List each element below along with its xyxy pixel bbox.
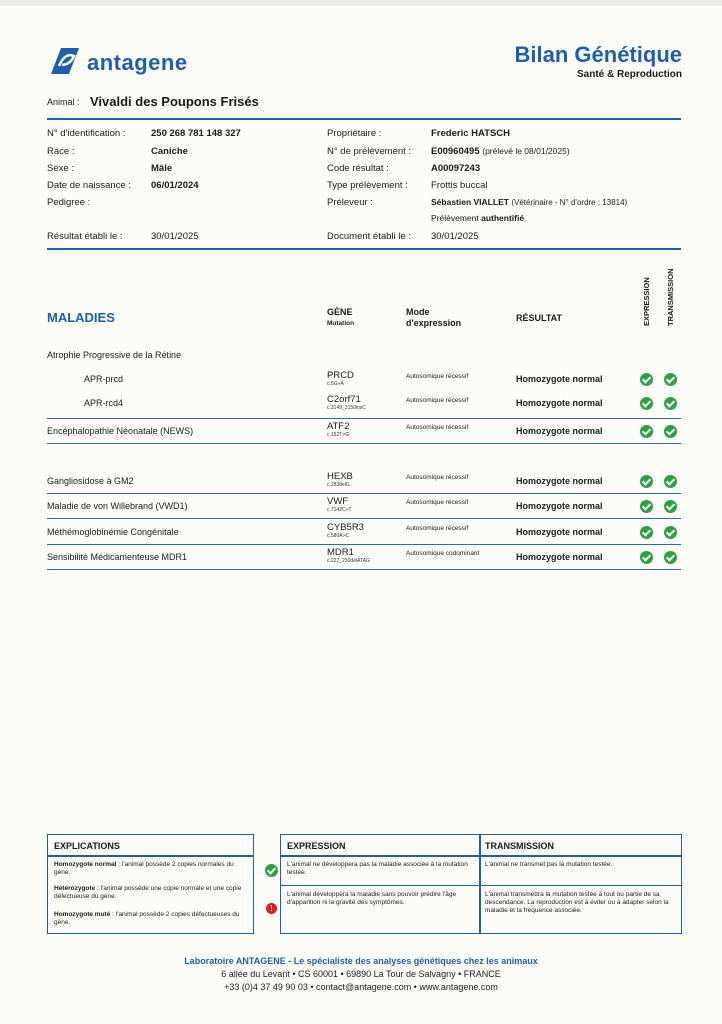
mutation-code: c.227_230delATAG <box>327 558 370 564</box>
footer-lab-name: Laboratoire ANTAGENE - Le spécialiste des analyses génétiques chez les animaux <box>184 956 538 966</box>
result-value: Homozygote normal <box>516 426 603 436</box>
check-circle-icon <box>664 526 677 539</box>
birthdate-value: 06/01/2024 <box>151 180 199 191</box>
antagene-logo <box>47 44 217 80</box>
disease-name: APR-prcd <box>84 374 124 384</box>
top-border <box>0 0 722 6</box>
footer-contact: +33 (0)4 37 49 90 03 • contact@antagene.com • www.antagene.com <box>224 982 498 992</box>
check-circle-icon <box>640 526 653 539</box>
explanation-homozygous-normal: Homozygote normal : l'animal possède 2 copies normales du gène. <box>54 861 234 876</box>
mutation-code: c.580A>C <box>327 533 350 539</box>
gene-name: CYB5R3 <box>327 522 364 533</box>
disease-name: Maladie de von Willebrand (VWD1) <box>47 501 188 511</box>
check-circle-icon <box>265 864 278 877</box>
result-value: Homozygote normal <box>516 398 603 408</box>
expression-ok-text: L'animal ne développera pas la maladie associée à la mutation testée. <box>287 861 468 876</box>
box-divider <box>281 855 681 857</box>
mutation-code: c.7142C>T <box>327 507 352 513</box>
breed-label: Race : <box>47 146 75 157</box>
disease-name: Gangliosidose à GM2 <box>47 476 134 486</box>
row-divider <box>47 443 681 444</box>
animal-name: Vivaldi des Poupons Frisés <box>90 94 259 109</box>
disease-name: Encéphalopathie Néonatale (NEWS) <box>47 426 194 436</box>
sampler-value: Sébastien VIALLET (Vétérinaire - N° d'ordre : 13814) <box>431 197 628 207</box>
check-circle-icon <box>640 425 653 438</box>
sample-type-value: Frottis buccal <box>431 180 488 191</box>
mode-column-header-line2: d'expression <box>406 318 462 328</box>
header-divider <box>47 118 681 120</box>
gene-column-header: GÈNE <box>327 307 353 317</box>
check-circle-icon <box>640 397 653 410</box>
row-divider <box>47 518 681 519</box>
exclamation-circle-icon: ! <box>266 903 277 914</box>
id-value: 250 268 781 148 327 <box>151 128 241 139</box>
gene-name: MDR1 <box>327 547 354 558</box>
mode-column-header: Mode <box>406 307 430 317</box>
gene-name: ATF2 <box>327 421 350 432</box>
transmission-ok-text: L'animal ne transmet pas la mutation testée. <box>485 861 613 868</box>
disease-name: Méthémoglobinémie Congénitale <box>47 527 179 537</box>
explanation-heterozygous: Hétérozygote : l'animal possède une copie normale et une copie défectueuse du gène. <box>54 885 242 900</box>
transmission-column-header: TRANSMISSION <box>666 268 675 326</box>
expression-title: EXPRESSION <box>287 841 346 851</box>
owner-value: Frederic HATSCH <box>431 128 511 139</box>
id-label: N° d'identification : <box>47 128 126 139</box>
pedigree-label: Pedigree : <box>47 197 91 208</box>
document-subtitle: Santé & Reproduction <box>576 69 682 80</box>
breed-value: Caniche <box>151 146 188 157</box>
owner-label: Propriétaire : <box>327 128 382 139</box>
antagene-logo-icon <box>47 44 83 78</box>
expression-transmission-box <box>280 834 682 934</box>
document-date-value: 30/01/2025 <box>431 231 479 242</box>
disease-group-label: Atrophie Progressive de la Rétine <box>47 350 182 360</box>
info-divider <box>47 248 681 250</box>
sample-type-label: Type prélèvement : <box>327 180 408 191</box>
result-code-label: Code résultat : <box>327 163 389 174</box>
document-title: Bilan Génétique <box>514 42 682 67</box>
expression-mode: Autosomique récessif <box>406 525 469 532</box>
mutation-code: c.283delG <box>327 482 350 488</box>
expression-mode: Autosomique récessif <box>406 373 469 380</box>
logo-text: antagene <box>87 50 188 75</box>
explanations-title: EXPLICATIONS <box>54 841 120 851</box>
sampler-label: Préleveur : <box>327 197 373 208</box>
check-circle-icon <box>664 373 677 386</box>
gene-name: PRCD <box>327 370 354 381</box>
result-value: Homozygote normal <box>516 476 603 486</box>
check-circle-icon <box>640 373 653 386</box>
birthdate-label: Date de naissance : <box>47 180 131 191</box>
result-value: Homozygote normal <box>516 374 603 384</box>
result-value: Homozygote normal <box>516 552 603 562</box>
sex-label: Sexe : <box>47 163 74 174</box>
check-circle-icon <box>640 551 653 564</box>
row-divider <box>47 418 681 419</box>
mutation-code: c.3149_3150insC <box>327 405 366 411</box>
gene-name: VWF <box>327 496 349 507</box>
mutation-code: c.5G>A <box>327 381 344 387</box>
expression-mode: Autosomique récessif <box>406 424 469 431</box>
document-date-label: Document établi le : <box>327 231 411 242</box>
expression-mode: Autosomique récessif <box>406 397 469 404</box>
gene-name: C2orf71 <box>327 394 361 405</box>
sample-number-value: E00960495 (prélevé le 08/01/2025) <box>431 146 570 157</box>
explanation-homozygous-mutated: Homozygote muté : l'animal possède 2 copies défectueuses du gène. <box>54 911 240 926</box>
check-circle-icon <box>664 425 677 438</box>
check-circle-icon <box>664 475 677 488</box>
gene-name: HEXB <box>327 471 353 482</box>
result-date-value: 30/01/2025 <box>151 231 199 242</box>
box-row-divider <box>281 885 681 886</box>
result-column-header: RÉSULTAT <box>516 313 562 323</box>
row-divider <box>47 493 681 494</box>
row-divider <box>47 569 681 570</box>
box-divider <box>48 855 253 857</box>
sex-value: Mâle <box>151 163 173 174</box>
row-divider <box>47 544 681 545</box>
result-value: Homozygote normal <box>516 501 603 511</box>
check-circle-icon <box>640 475 653 488</box>
transmission-warn-text: L'animal transmettra la mutation testée à tout ou partie de sa descendance. La reproduction est à éviter ou à adapter selon la maladie et la fréquence associée. <box>485 891 669 914</box>
sample-authenticated: Prélèvement authentifié <box>431 213 525 223</box>
check-circle-icon <box>640 500 653 513</box>
footer-address: 6 allée du Levant • CS 60001 • 69890 La Tour de Salvagny • FRANCE <box>221 969 501 979</box>
explanations-box <box>47 834 254 934</box>
check-circle-icon <box>664 397 677 410</box>
diseases-section-title: MALADIES <box>47 310 115 325</box>
check-circle-icon <box>664 551 677 564</box>
expression-mode: Autosomique récessif <box>406 474 469 481</box>
result-value: Homozygote normal <box>516 527 603 537</box>
expression-warn-text: L'animal développera la maladie sans pouvoir prédire l'âge d'apparition ni la gravité des symptômes. <box>287 891 457 906</box>
animal-label: Animal : <box>47 97 80 107</box>
sample-number-label: N° de prélèvement : <box>327 146 412 157</box>
expression-mode: Autosomique récessif <box>406 499 469 506</box>
box-column-divider <box>479 835 481 933</box>
disease-name: APR-rcd4 <box>84 398 124 408</box>
expression-mode: Autosomique codominant <box>406 550 480 557</box>
mutation-code: c.152T>G <box>327 432 350 438</box>
mutation-column-subheader: Mutation <box>327 320 355 327</box>
check-circle-icon <box>664 500 677 513</box>
disease-name: Sensibilité Médicamenteuse MDR1 <box>47 552 188 562</box>
expression-column-header: EXPRESSION <box>642 277 651 326</box>
transmission-title: TRANSMISSION <box>485 841 555 851</box>
result-date-label: Résultat établi le : <box>47 231 123 242</box>
result-code-value: A00097243 <box>431 163 481 174</box>
